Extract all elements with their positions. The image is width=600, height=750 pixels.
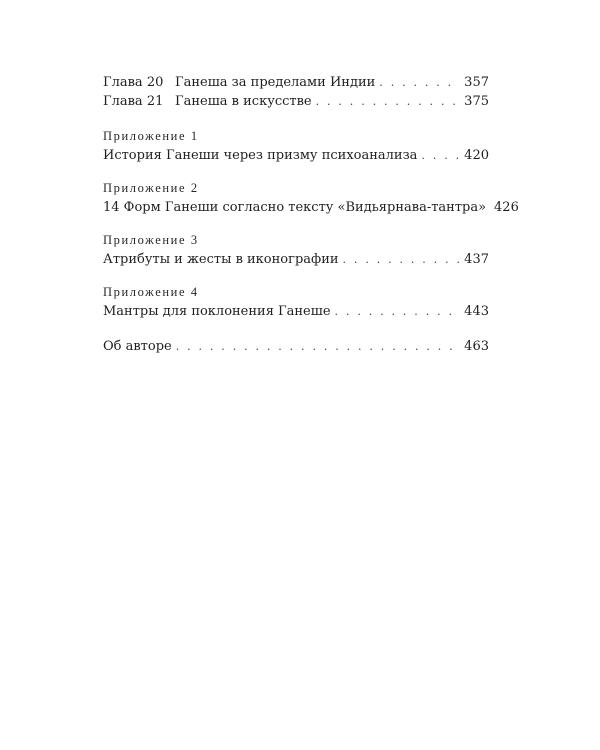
toc-entry-appendix-1[interactable]	[103, 146, 489, 165]
toc-entry-appendix-3[interactable]	[103, 250, 489, 269]
dot-leader	[421, 146, 460, 165]
appendix-1-group	[103, 127, 489, 165]
appendix-heading: Приложение 4	[103, 285, 199, 299]
page-number: 375	[464, 94, 489, 109]
appendix-heading: Приложение 1	[103, 129, 199, 143]
appendix-4-group	[103, 283, 489, 321]
dot-leader	[379, 73, 460, 92]
chapter-label: Глава 20	[103, 75, 164, 90]
toc-entry-chapter-20[interactable]	[103, 73, 489, 92]
dot-leader	[343, 250, 461, 269]
toc-entry-appendix-4[interactable]	[103, 302, 489, 321]
page-number: 437	[464, 252, 489, 267]
appendix-heading: Приложение 2	[103, 181, 199, 195]
toc-entry-appendix-2[interactable]	[103, 198, 519, 217]
table-of-contents	[103, 73, 519, 356]
page-number: 443	[464, 304, 489, 319]
entry-title: Атрибуты и жесты в иконографии	[103, 252, 339, 267]
page-number: 463	[464, 339, 489, 354]
dot-leader	[176, 337, 460, 356]
dot-leader	[335, 302, 461, 321]
page-number: 420	[464, 148, 489, 163]
page-number: 426	[494, 200, 519, 215]
entry-title: Ганеша в искусстве	[175, 94, 312, 109]
entry-title: Ганеша за пределами Индии	[175, 75, 376, 90]
toc-entry-chapter-21[interactable]	[103, 92, 489, 111]
appendix-2-group	[103, 179, 519, 217]
appendix-heading: Приложение 3	[103, 233, 199, 247]
entry-title: Мантры для поклонения Ганеше	[103, 304, 331, 319]
toc-entry-about-author[interactable]	[103, 337, 489, 356]
entry-title: 14 Форм Ганеши согласно тексту «Видьярнава-тантра»	[103, 200, 487, 215]
about-group	[103, 337, 489, 356]
page-number: 357	[464, 75, 489, 90]
dot-leader	[316, 92, 461, 111]
entry-title: Об авторе	[103, 339, 172, 354]
entry-title: История Ганеши через призму психоанализа	[103, 148, 418, 163]
chapters-group	[103, 73, 489, 111]
chapter-label: Глава 21	[103, 94, 164, 109]
appendix-3-group	[103, 231, 489, 269]
